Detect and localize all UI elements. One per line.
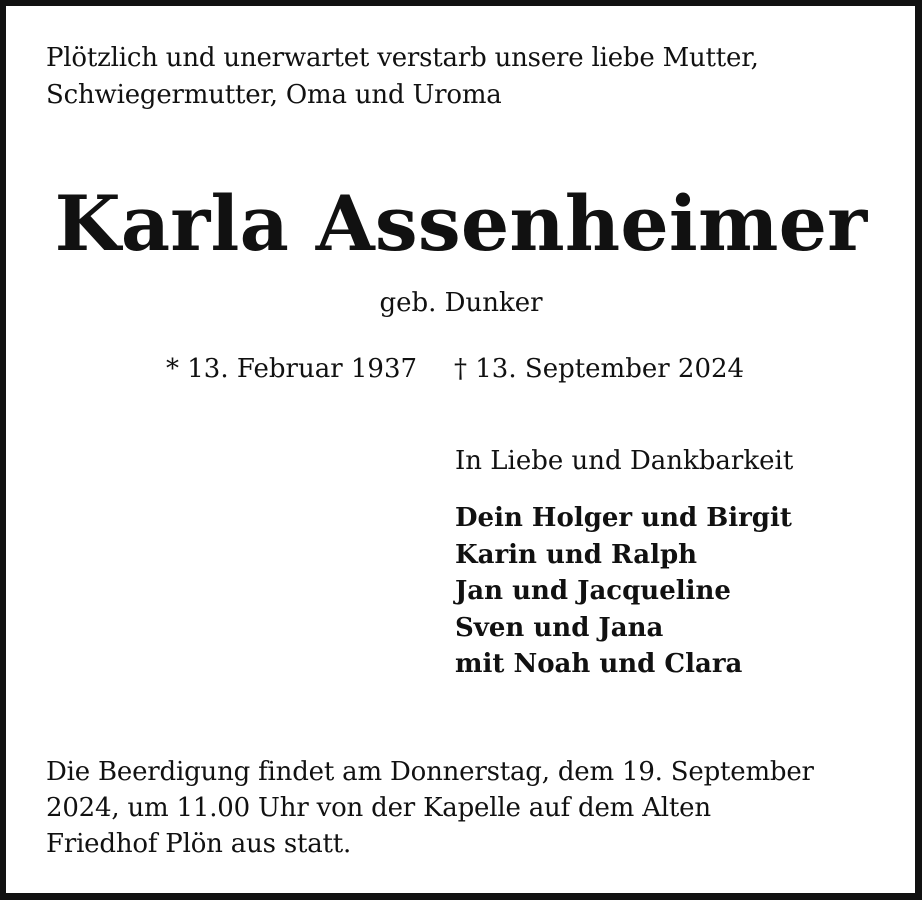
deceased-name: Karla Assenheimer: [54, 179, 868, 268]
mourners-list: [455, 500, 792, 683]
mourner-entry: Jan und Jacqueline: [455, 576, 731, 606]
maiden-name: geb. Dunker: [379, 288, 543, 318]
closing-phrase: In Liebe und Dankbarkeit: [455, 446, 794, 476]
mourner-entry: Sven und Jana: [455, 612, 664, 643]
death-date: † 13. September 2024: [454, 354, 745, 384]
funeral-details: Die Beerdigung findet am Donnerstag, dem 19. September 2024, um 11.00 Uhr von der Kapelle auf dem Alten Friedhof Plön aus statt.: [46, 757, 814, 859]
intro-text: Plötzlich und unerwartet verstarb unsere liebe Mutter, Schwiegermutter, Oma und Uroma: [46, 43, 759, 110]
birth-date: * 13. Februar 1937: [166, 354, 418, 384]
mourner-entry: Dein Holger und Birgit: [455, 503, 792, 533]
mourner-entry: mit Noah und Clara: [455, 649, 743, 679]
mourner-entry: Karin und Ralph: [455, 539, 698, 570]
